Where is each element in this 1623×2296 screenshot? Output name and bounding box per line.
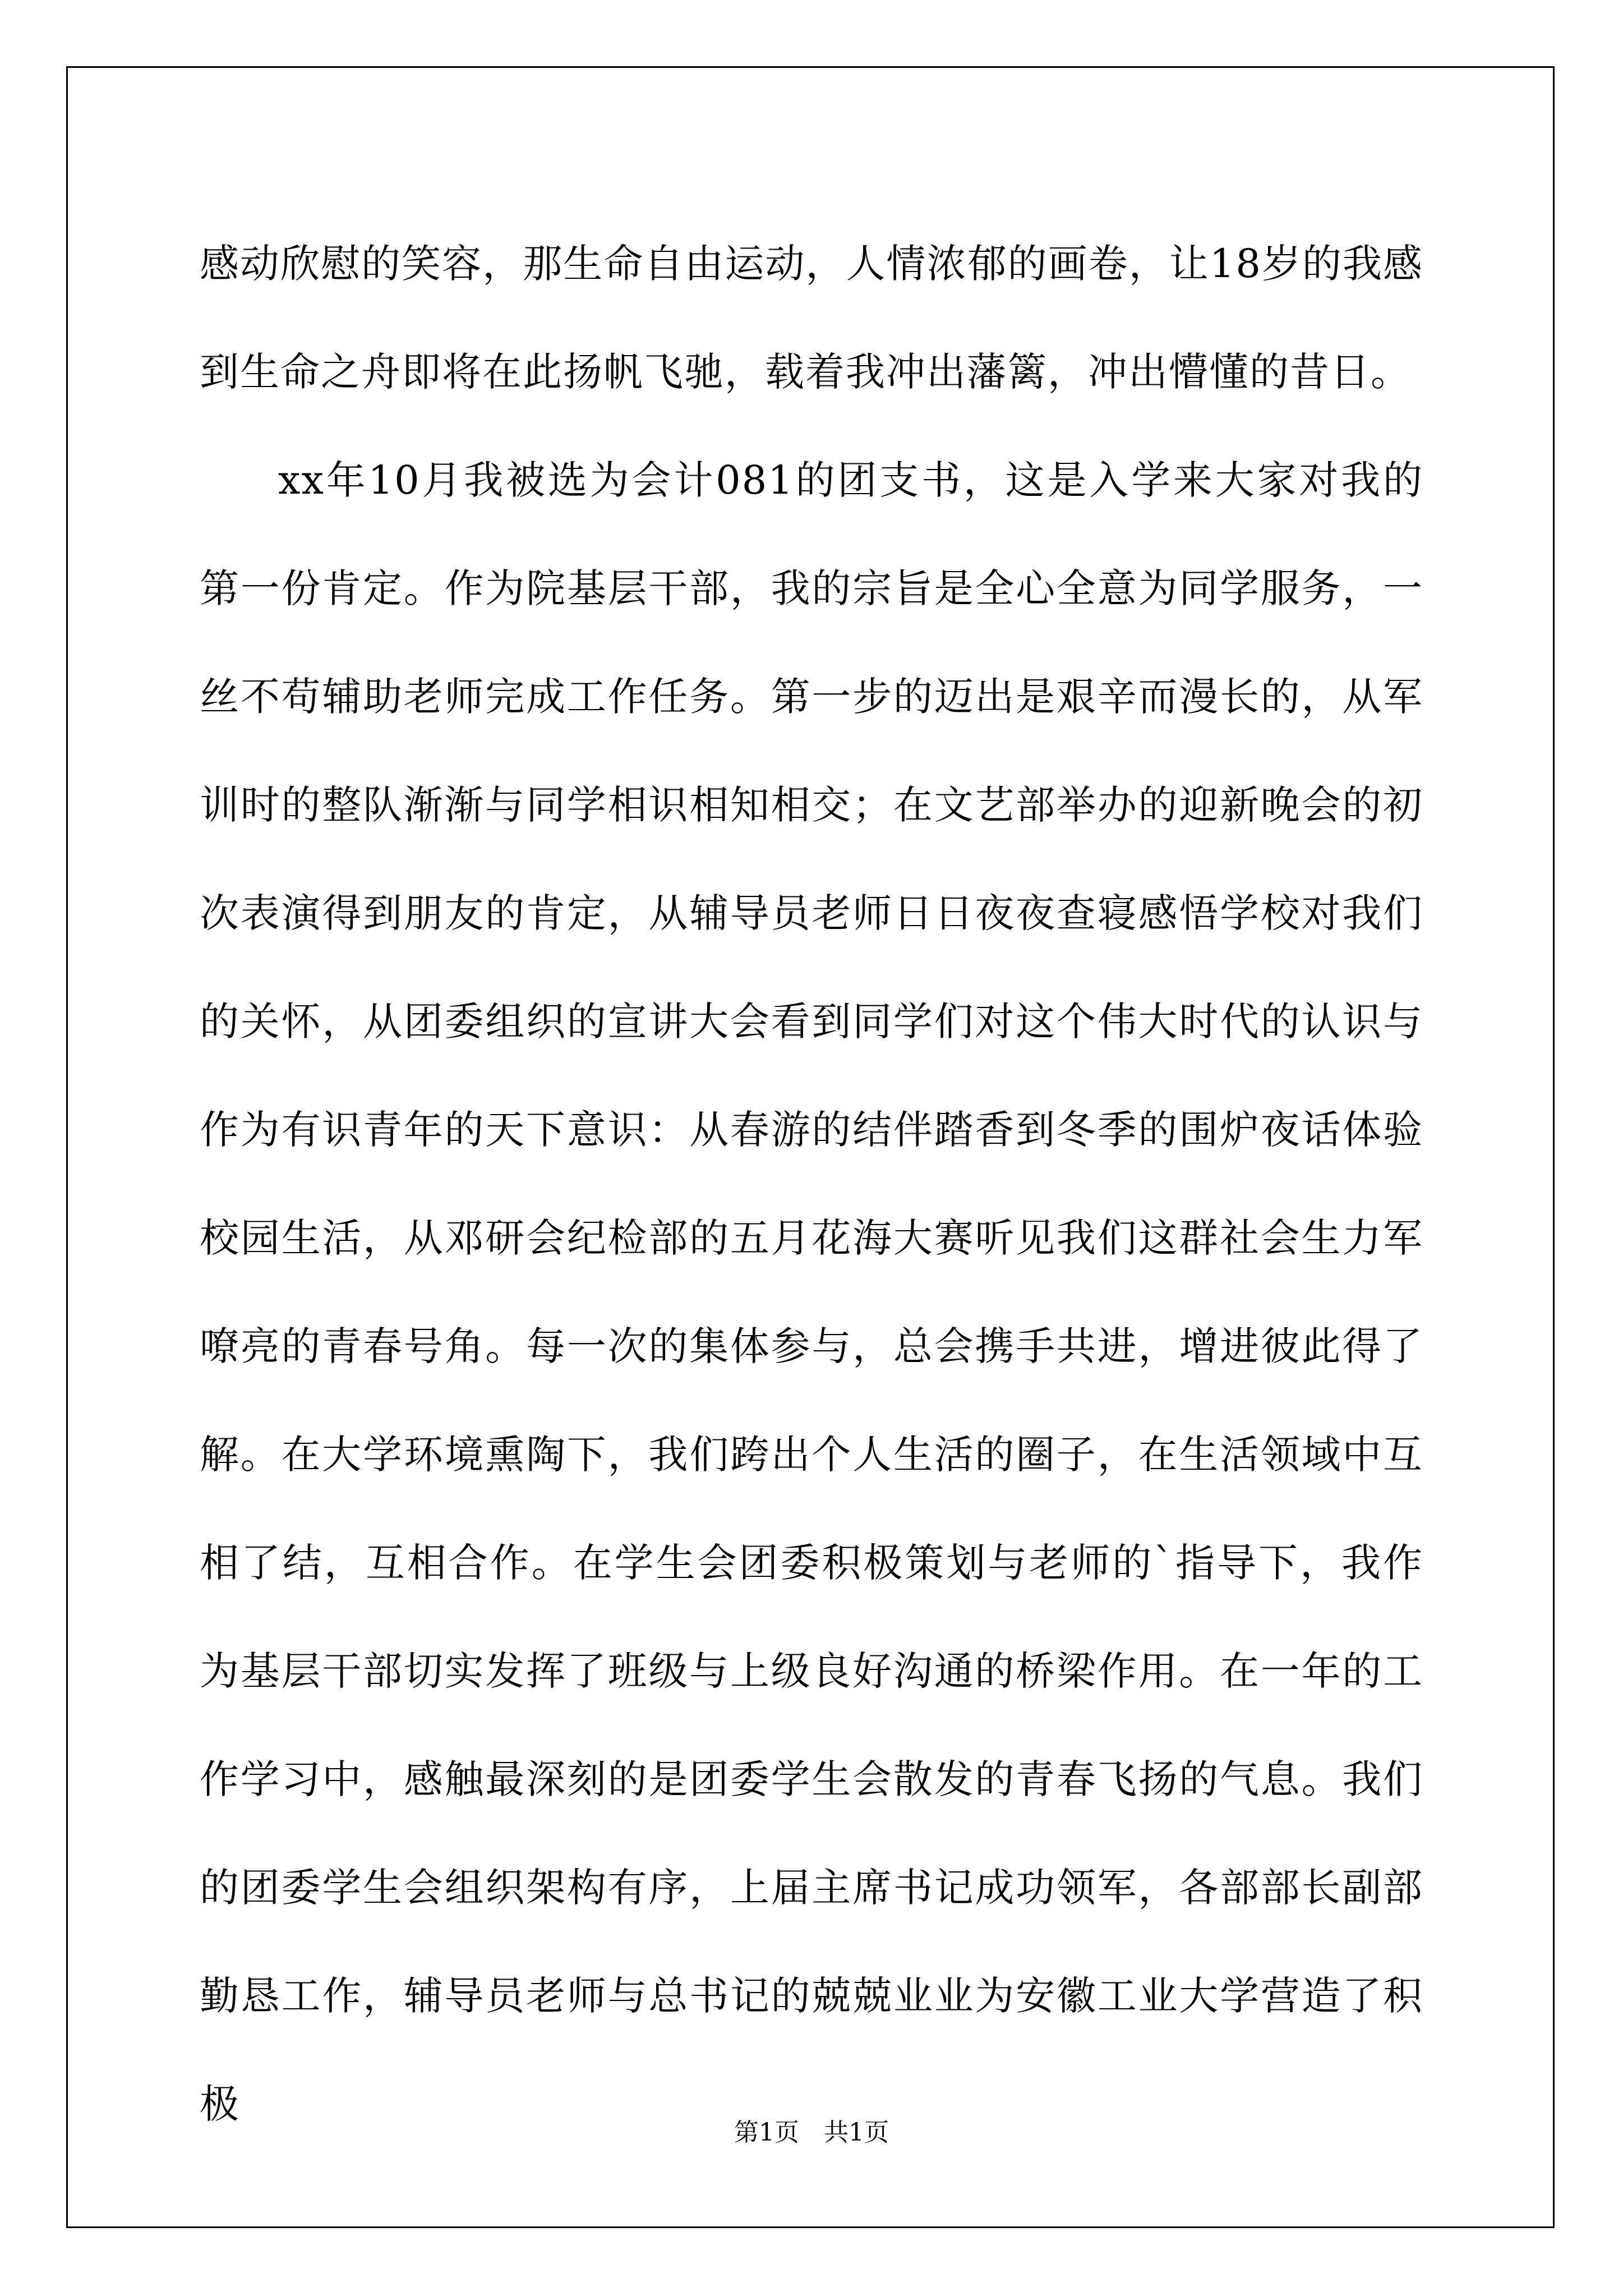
document-body (200, 210, 1423, 2159)
paragraph-2: xx年10月我被选为会计081的团支书，这是入学来大家对我的第一份肯定。作为院基层干部，我的宗旨是全心全意为同学服务，一丝不苟辅助老师完成工作任务。第一步的迈出是艰辛而漫长的，从军训时的整队渐渐与同学相识相知相交；在文艺部举办的迎新晚会的初次表演得到朋友的肯定，从辅导员老师日日夜夜查寝感悟学校对我们的关怀，从团委组织的宣讲大会看到同学们对这个伟大时代的认识与作为有识青年的天下意识：从春游的结伴踏香到冬季的围炉夜话体验校园生活，从邓研会纪检部的五月花海大赛听见我们这群社会生力军嘹亮的青春号角。每一次的集体参与，总会携手共进，增进彼此得了解。在大学环境熏陶下，我们跨出个人生活的圈子，在生活领域中互相了结，互相合作。在学生会团委积极策划与老师的`指导下，我作为基层干部切实发挥了班级与上级良好沟通的桥梁作用。在一年的工作学习中，感触最深刻的是团委学生会散发的青春飞扬的气息。我们的团委学生会组织架构有序，上届主席书记成功领军，各部部长副部勤恳工作，辅导员老师与总书记的兢兢业业为安徽工业大学营造了积极 (200, 457, 1423, 2127)
paragraph-1: 感动欣慰的笑容，那生命自由运动，人情浓郁的画卷，让18岁的我感到生命之舟即将在此扬帆飞驰，载着我冲出藩篱，冲出懵懂的昔日。 (200, 241, 1423, 395)
page-footer (0, 2112, 1623, 2148)
page-number: 第1页 (734, 2118, 799, 2147)
page-total: 共1页 (824, 2118, 889, 2147)
